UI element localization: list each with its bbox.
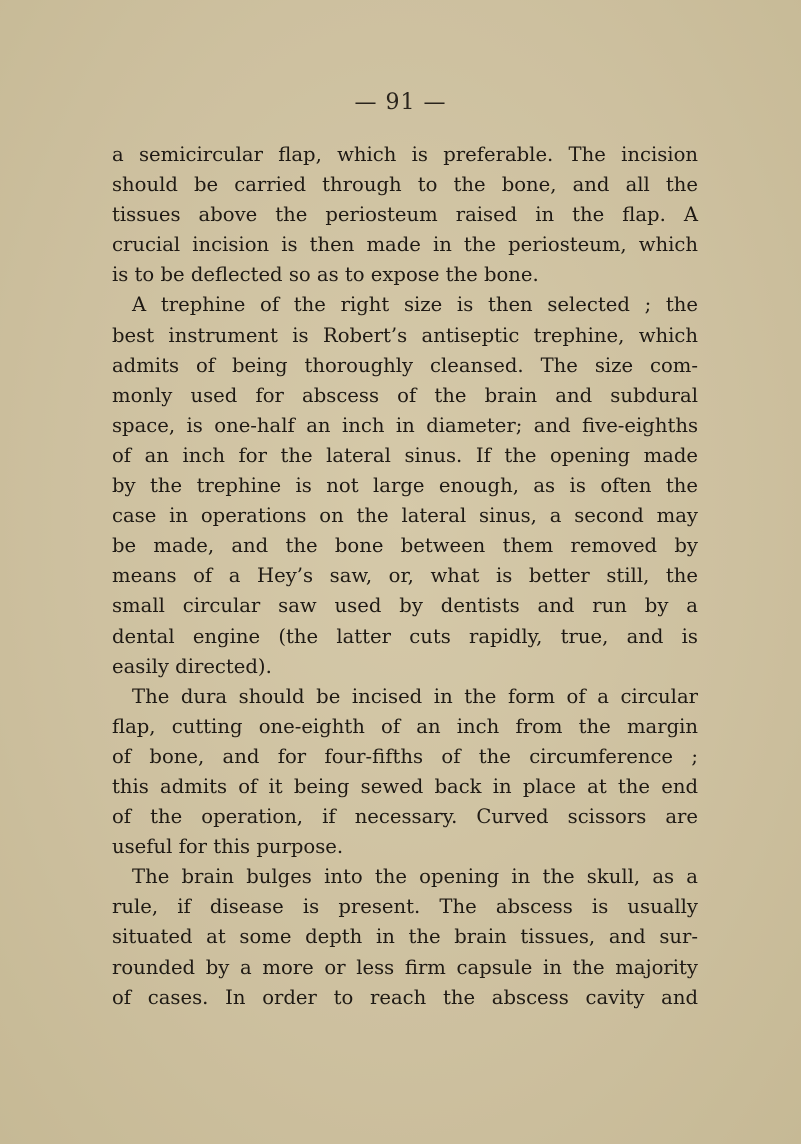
text-line: this admits of it being sewed back in place at the end [112, 774, 698, 798]
text-line: monly used for abscess of the brain and subdural [112, 383, 698, 407]
text-line: tissues above the periosteum raised in the flap. A [112, 203, 698, 227]
text-line: should be carried through to the bone, and all the [112, 173, 698, 197]
text-line: The dura should be incised in the form of a circular [132, 684, 698, 708]
text-line: means of a Hey’s saw, or, what is better still, the [112, 564, 698, 588]
body-text [112, 140, 698, 1013]
text-line: flap, cutting one-eighth of an inch from the margin [112, 714, 698, 738]
page-number: — 91 — [354, 90, 447, 115]
text-line: of an inch for the lateral sinus. If the opening made [112, 443, 698, 467]
text-line: situated at some depth in the brain tissues, and sur- [112, 925, 698, 949]
text-line: a semicircular flap, which is preferable. The incision [112, 143, 698, 166]
text-line: of the operation, if necessary. Curved scissors are [112, 805, 698, 829]
text-line: of bone, and for four-fifths of the circumference ; [112, 744, 698, 768]
text-line: rounded by a more or less firm capsule in the majority [112, 955, 698, 979]
text-line: is to be deflected so as to expose the bone. [112, 263, 539, 287]
text-line: of cases. In order to reach the abscess cavity and [112, 985, 698, 1009]
text-line: case in operations on the lateral sinus, a second may [112, 504, 698, 528]
text-line: A trephine of the right size is then selected ; the [132, 293, 698, 317]
text-line: dental engine (the latter cuts rapidly, true, and is [112, 624, 698, 648]
text-line: The brain bulges into the opening in the skull, as a [132, 865, 698, 889]
text-line: admits of being thoroughly cleansed. The size com- [112, 353, 698, 377]
text-line: by the trephine is not large enough, as is often the [112, 474, 698, 498]
text-line: be made, and the bone between them removed by [112, 534, 698, 558]
text-line: easily directed). [112, 654, 272, 678]
text-line: useful for this purpose. [112, 835, 344, 859]
text-line: rule, if disease is present. The abscess is usually [112, 895, 698, 919]
text-line: small circular saw used by dentists and run by a [112, 594, 698, 618]
text-line: crucial incision is then made in the periosteum, which [112, 233, 698, 257]
text-line: space, is one-half an inch in diameter; and five-eighths [112, 413, 698, 437]
text-line: best instrument is Robert’s antiseptic trephine, which [112, 323, 698, 347]
